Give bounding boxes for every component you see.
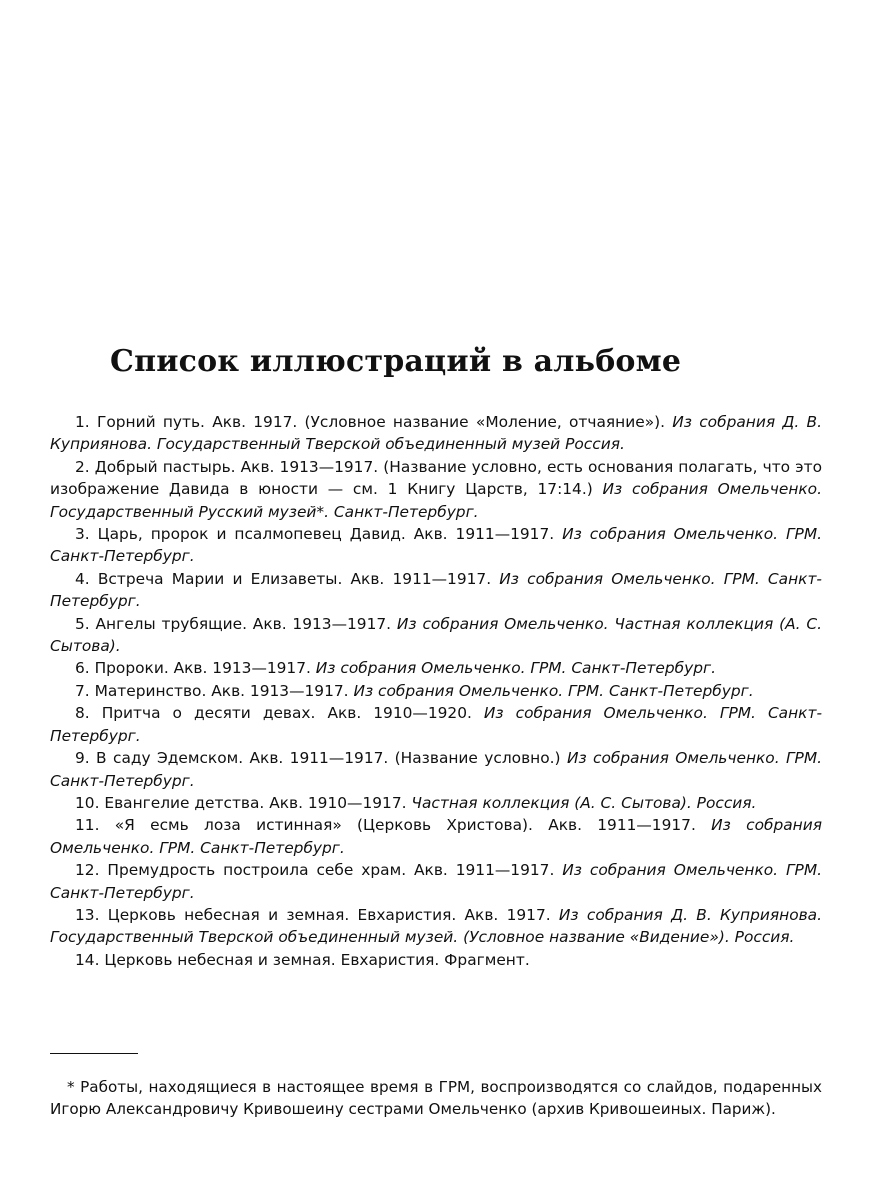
list-item-13 bbox=[50, 904, 822, 949]
list-item-11 bbox=[50, 814, 822, 859]
entry-text: 2. Добрый пастырь. Акв. 1913—1917. (Название условно, есть основания полагать, что это изображение Давида в юности — см. 1 Книгу Царств, 17:14.) bbox=[50, 457, 822, 499]
list-item-6 bbox=[50, 657, 822, 679]
list-item-9 bbox=[50, 747, 822, 792]
list-item-3 bbox=[50, 523, 822, 568]
entry-source: Из собрания Омельченко. ГРМ. Санкт-Петербург. bbox=[50, 525, 822, 566]
list-item-14 bbox=[50, 949, 822, 971]
list-item-5 bbox=[50, 613, 822, 658]
list-item-1 bbox=[50, 411, 822, 456]
entry-source: Из собрания Омельченко. ГРМ. Санкт-Петербург. bbox=[50, 816, 822, 857]
entry-text: 9. В саду Эдемском. Акв. 1911—1917. (Название условно.) bbox=[75, 749, 567, 768]
list-item-12 bbox=[50, 859, 822, 904]
footnote: * Работы, находящиеся в настоящее время в ГРМ, воспроизводятся со слайдов, подаренных Игорю Александровичу Кривошеину сестрами Омельченко (архив Кривошеиных. Париж). bbox=[50, 1078, 822, 1118]
entry-text: 10. Евангелие детства. Акв. 1910—1917. bbox=[75, 793, 412, 812]
entry-source: Из собрания Омельченко. ГРМ. Санкт-Петербург. bbox=[50, 749, 823, 790]
entry-source: Из собрания Омельченко. ГРМ. Санкт-Петербург. bbox=[50, 704, 822, 745]
entry-text: 14. Церковь небесная и земная. Евхаристия. Фрагмент. bbox=[75, 950, 530, 969]
list-item-4 bbox=[50, 568, 822, 613]
list-item-2 bbox=[50, 456, 822, 523]
list-item-7 bbox=[50, 680, 822, 702]
page-title: Список иллюстраций в альбоме bbox=[110, 344, 682, 379]
entry-text: 1. Горний путь. Акв. 1917. (Условное название «Моление, отчаяние»). bbox=[75, 413, 673, 431]
entry-source: Из собрания Д. В. Куприянова. Государственный Тверской объединенный музей Россия. bbox=[50, 413, 822, 454]
entry-text: 11. «Я есмь лоза истинная» (Церковь Христова). Акв. 1911—1917. bbox=[75, 816, 712, 835]
entry-text: 4. Встреча Марии и Елизаветы. Акв. 1911—1917. bbox=[75, 569, 500, 588]
entry-source: Из собрания Омельченко. Государственный Русский музей*. Санкт-Петербург. bbox=[50, 480, 822, 521]
entry-source: Из собрания Омельченко. ГРМ. Санкт-Петербург. bbox=[315, 659, 716, 678]
entry-text: 7. Материнство. Акв. 1913—1917. bbox=[75, 681, 354, 700]
entry-text: 6. Пророки. Акв. 1913—1917. bbox=[75, 659, 316, 678]
entry-text: 3. Царь, пророк и псалмопевец Давид. Акв. 1911—1917. bbox=[75, 525, 563, 544]
entry-text: 5. Ангелы трубящие. Акв. 1913—1917. bbox=[75, 614, 397, 633]
entry-text: 12. Премудрость построила себе храм. Акв. 1911—1917. bbox=[75, 861, 563, 880]
entry-source: Из собрания Омельченко. ГРМ. Санкт-Петербург. bbox=[353, 681, 754, 700]
footnote-divider bbox=[50, 1053, 138, 1054]
list-item-8 bbox=[50, 702, 822, 747]
entry-source: Из собрания Д. В. Куприянова. Государственный Тверской объединенный музей. (Условное название «Видение»). Россия. bbox=[50, 905, 823, 947]
entry-text: 8. Притча о десяти девах. Акв. 1910—1920. bbox=[75, 704, 484, 723]
entry-text: 13. Церковь небесная и земная. Евхаристия. Акв. 1917. bbox=[75, 905, 559, 924]
entry-source: Из собрания Омельченко. ГРМ. Санкт-Петербург. bbox=[50, 569, 822, 611]
entry-source: Из собрания Омельченко. Частная коллекция (А. С. Сытова). bbox=[50, 614, 823, 656]
entry-source: Из собрания Омельченко. ГРМ. Санкт-Петербург. bbox=[50, 861, 822, 902]
list-item-10 bbox=[50, 792, 822, 814]
illustration-list bbox=[50, 411, 822, 971]
entry-source: Частная коллекция (А. С. Сытова). Россия. bbox=[411, 793, 757, 812]
